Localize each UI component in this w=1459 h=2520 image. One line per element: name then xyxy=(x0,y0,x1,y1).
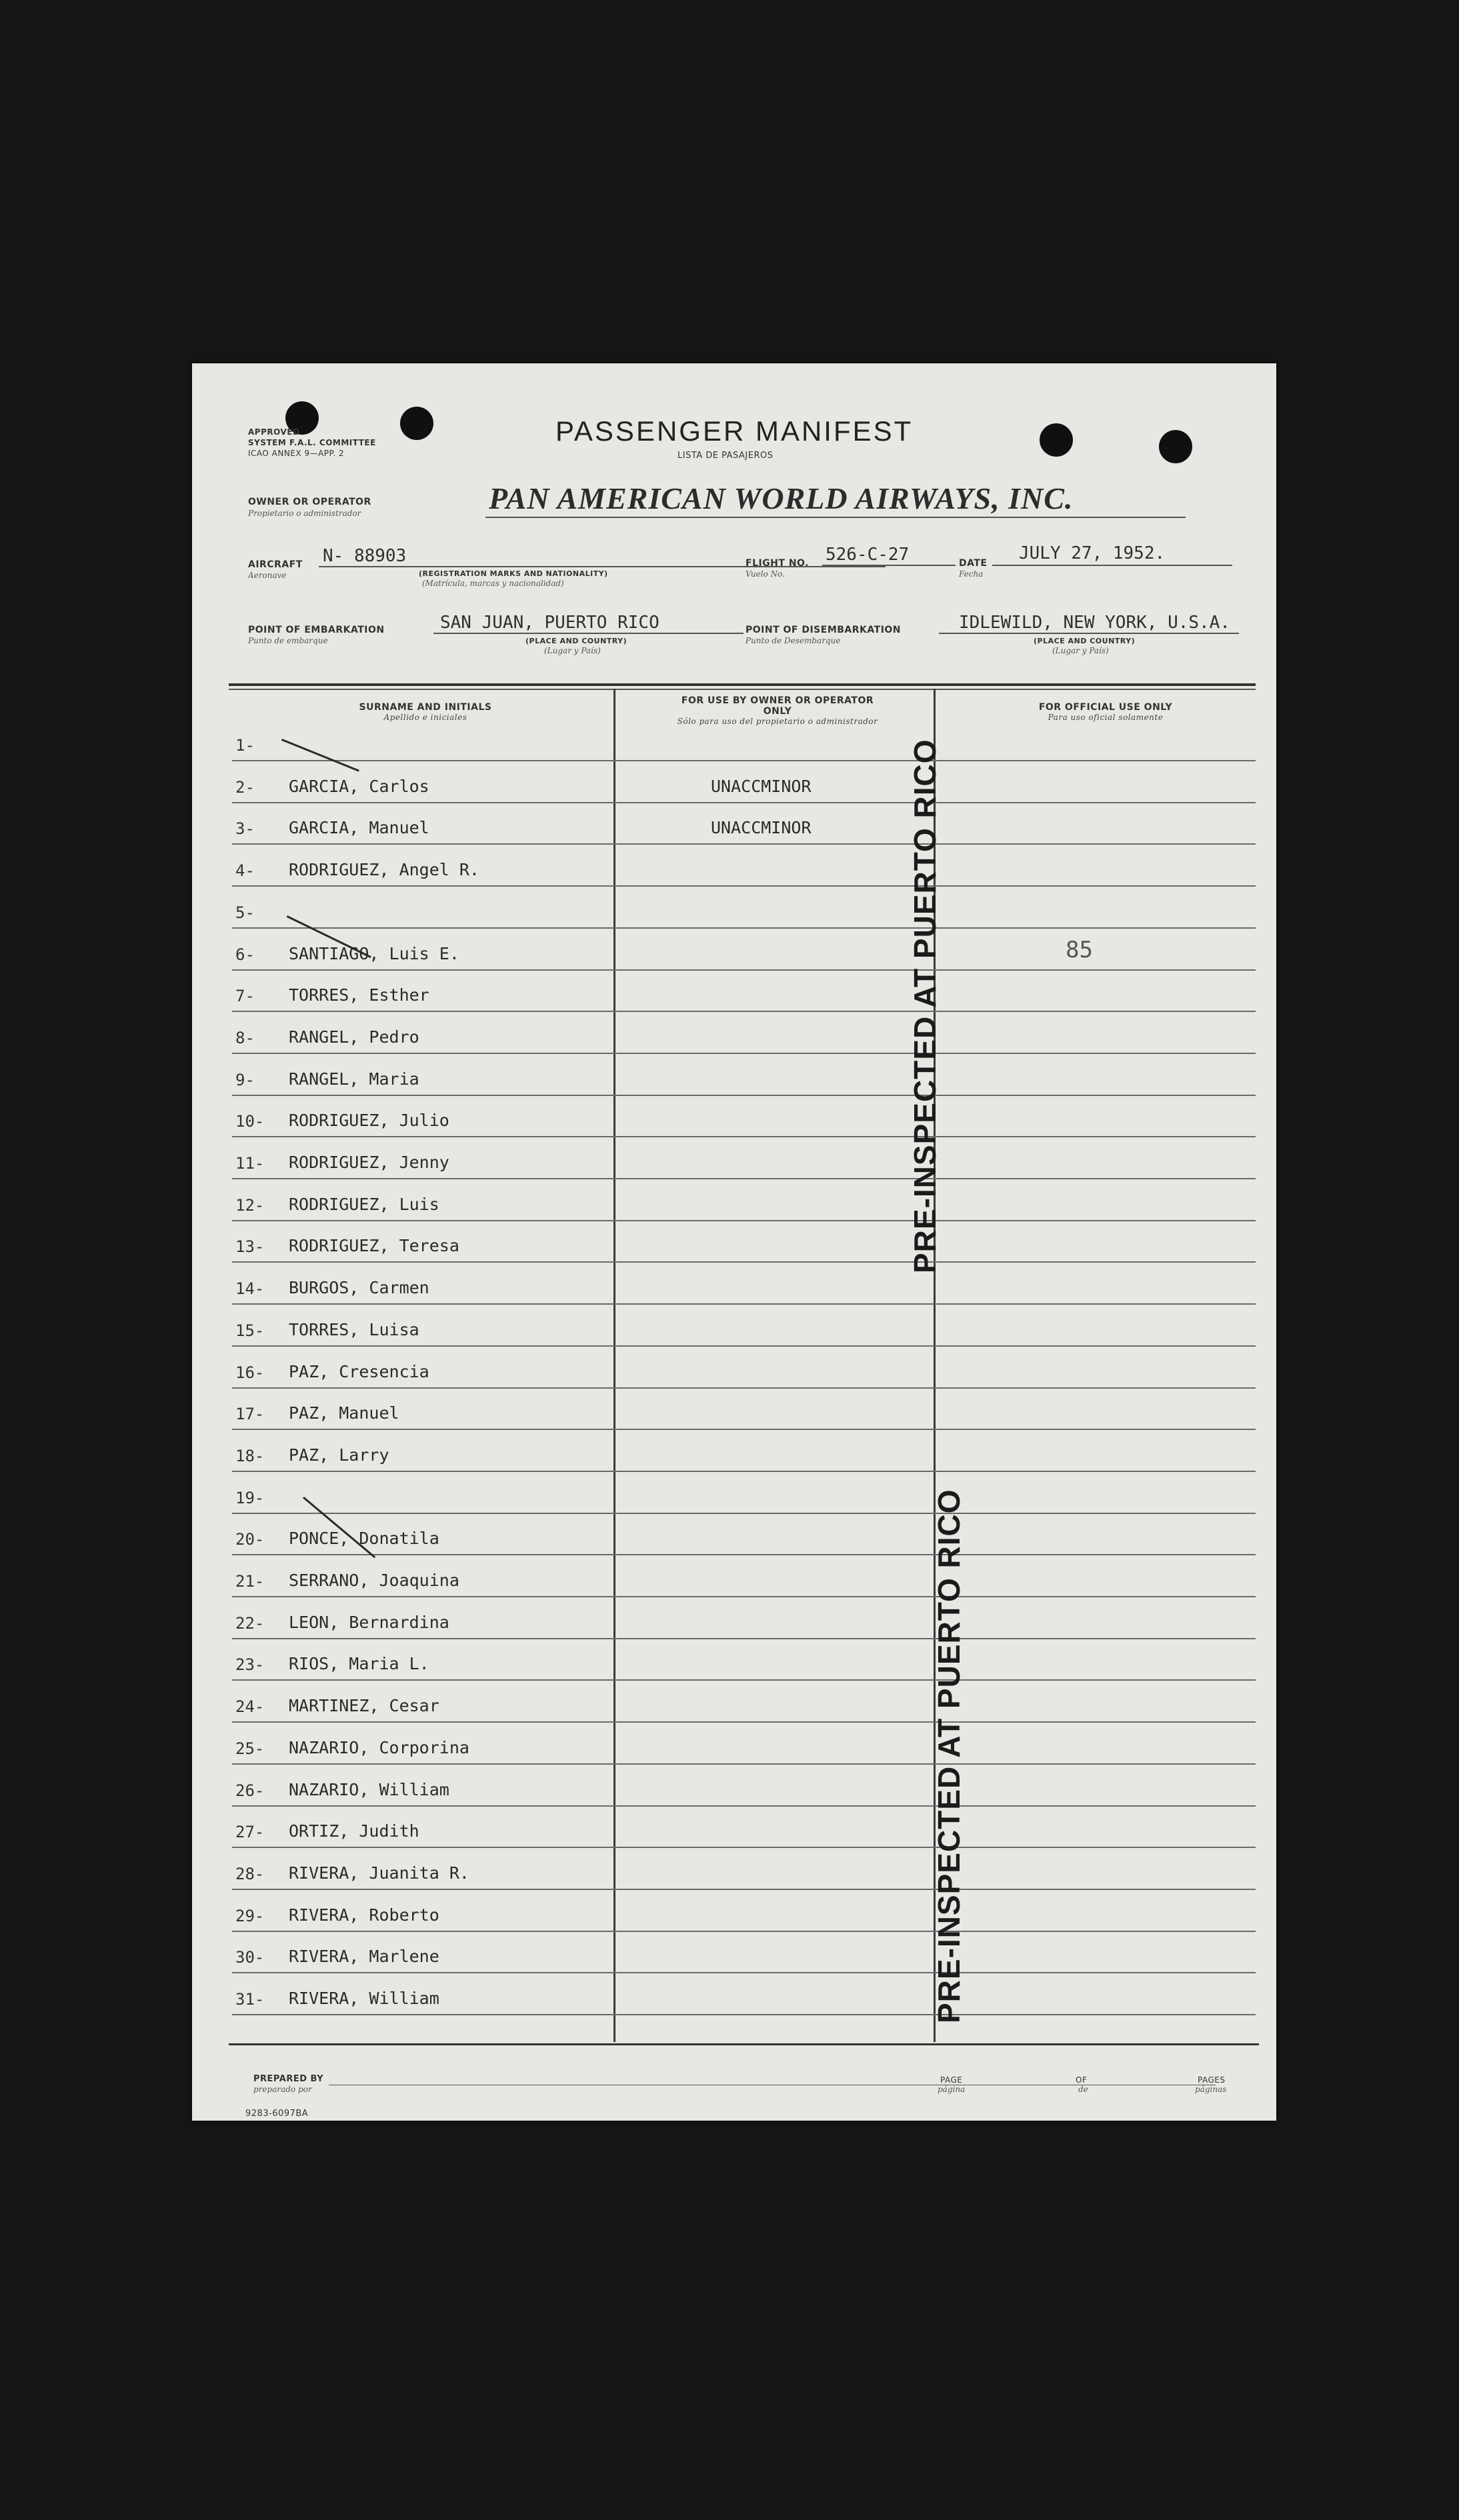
passenger-name: ORTIZ, Judith xyxy=(289,1821,419,1841)
page-label: PAGE xyxy=(940,2075,963,2085)
row-number: 10- xyxy=(235,1112,265,1131)
page-title: PASSENGER MANIFEST xyxy=(555,415,914,447)
owner-underline xyxy=(485,517,1186,518)
row-number: 24- xyxy=(235,1697,265,1717)
row-number: 13- xyxy=(235,1237,265,1257)
owner-note: UNACCMINOR xyxy=(711,818,812,838)
column-header-owner xyxy=(671,695,884,726)
passenger-name: TORRES, Esther xyxy=(289,985,429,1005)
date-value: JULY 27, 1952. xyxy=(1019,543,1166,563)
row-number: 20- xyxy=(235,1530,265,1549)
passenger-name: PONCE, Donatila xyxy=(289,1529,439,1549)
row-rule xyxy=(232,1471,1256,1472)
approval-line-2: SYSTEM F.A.L. COMMITTEE xyxy=(248,438,376,447)
manifest-sheet xyxy=(192,363,1276,2121)
row-number: 21- xyxy=(235,1572,265,1591)
row-rule xyxy=(232,1679,1256,1681)
disembark-place-note-es: (Lugar y País) xyxy=(1052,646,1109,655)
owner-label-es: Propietario o administrador xyxy=(248,509,361,518)
embark-label: POINT OF EMBARKATION xyxy=(248,625,385,635)
pages-label: PAGES xyxy=(1198,2075,1226,2085)
passenger-name: RODRIGUEZ, Julio xyxy=(289,1111,449,1131)
passenger-name: RANGEL, Maria xyxy=(289,1069,419,1089)
row-number: 16- xyxy=(235,1363,265,1382)
row-number: 15- xyxy=(235,1321,265,1340)
row-rule xyxy=(232,1178,1256,1179)
table-top-border-2 xyxy=(229,689,1256,690)
passenger-name: TORRES, Luisa xyxy=(289,1319,419,1339)
embark-label-es: Punto de embarque xyxy=(248,636,328,645)
date-underline xyxy=(992,565,1232,566)
passenger-name: PAZ, Cresencia xyxy=(289,1361,429,1381)
column-header-surname xyxy=(252,702,599,722)
row-rule xyxy=(232,1721,1256,1723)
row-number: 3- xyxy=(235,819,255,839)
column-header-owner-es: Sólo para uso del propietario o administrador xyxy=(677,717,878,726)
embark-place-note-es: (Lugar y País) xyxy=(544,646,601,655)
row-number: 14- xyxy=(235,1279,265,1299)
passenger-name: RANGEL, Pedro xyxy=(289,1027,419,1047)
column-header-surname-label: SURNAME AND INITIALS xyxy=(359,702,492,713)
pages-label-es: páginas xyxy=(1195,2085,1227,2094)
approval-line-1: APPROVED xyxy=(248,427,300,437)
column-header-official-es: Para uso oficial solamente xyxy=(1048,713,1164,722)
row-rule xyxy=(232,1387,1256,1389)
row-rule xyxy=(232,1763,1256,1765)
row-rule xyxy=(232,1220,1256,1221)
table-top-border xyxy=(229,683,1256,686)
preinspected-stamp-upper: PRE-INSPECTED AT PUERTO RICO xyxy=(908,739,942,1273)
column-divider-1 xyxy=(613,689,615,2042)
passenger-name: GARCIA, Carlos xyxy=(289,776,429,796)
row-number: 25- xyxy=(235,1739,265,1758)
table-bottom-border xyxy=(229,2043,1259,2045)
flight-underline xyxy=(822,565,956,566)
row-rule xyxy=(232,1972,1256,1973)
row-rule xyxy=(232,1805,1256,1807)
punch-hole-4 xyxy=(1159,430,1192,463)
disembark-place-note: (PLACE AND COUNTRY) xyxy=(1034,637,1136,645)
prepared-by-label: PREPARED BY xyxy=(253,2074,324,2084)
passenger-name: RIVERA, Marlene xyxy=(289,1947,439,1967)
punch-hole-2 xyxy=(400,407,433,440)
row-rule xyxy=(232,1011,1256,1012)
passenger-name: RIVERA, Juanita R. xyxy=(289,1863,469,1883)
column-header-surname-es: Apellido e iniciales xyxy=(383,713,467,722)
of-label-es: de xyxy=(1078,2085,1088,2094)
preinspected-stamp-lower: PRE-INSPECTED AT PUERTO RICO xyxy=(932,1489,966,2023)
row-rule xyxy=(232,802,1256,803)
void-slash-row-1 xyxy=(281,739,359,772)
passenger-name: RODRIGUEZ, Angel R. xyxy=(289,860,479,880)
embark-value: SAN JUAN, PUERTO RICO xyxy=(440,613,659,633)
column-header-official-label: FOR OFFICIAL USE ONLY xyxy=(1038,702,1173,713)
row-rule xyxy=(232,969,1256,971)
embark-underline xyxy=(433,633,744,634)
official-use-mark: 85 xyxy=(1066,937,1093,963)
row-rule xyxy=(232,1429,1256,1430)
row-number: 23- xyxy=(235,1655,265,1675)
flight-label: FLIGHT NO. xyxy=(746,558,809,569)
row-number: 12- xyxy=(235,1195,265,1215)
form-code: 9283-6097BA xyxy=(245,2109,309,2119)
row-rule xyxy=(232,1638,1256,1639)
embark-place-note: (PLACE AND COUNTRY) xyxy=(525,637,627,645)
passenger-name: SANTIAGO, Luis E. xyxy=(289,943,459,963)
row-rule xyxy=(232,1261,1256,1263)
passenger-name: PAZ, Manuel xyxy=(289,1403,399,1423)
passenger-name: MARTINEZ, Cesar xyxy=(289,1696,439,1716)
row-rule xyxy=(232,843,1256,845)
disembark-underline xyxy=(939,633,1239,634)
row-rule xyxy=(232,2014,1256,2015)
row-number: 27- xyxy=(235,1823,265,1842)
void-slash-row-19 xyxy=(303,1497,375,1558)
disembark-label-es: Punto de Desembarque xyxy=(746,636,841,645)
aircraft-label: AIRCRAFT xyxy=(248,559,303,570)
passenger-name: RODRIGUEZ, Jenny xyxy=(289,1153,449,1172)
flight-label-es: Vuelo No. xyxy=(746,569,785,579)
row-number: 19- xyxy=(235,1488,265,1507)
approval-line-3: ICAO ANNEX 9—APP. 2 xyxy=(248,449,345,458)
page-subtitle: LISTA DE PASAJEROS xyxy=(677,451,774,461)
row-number: 31- xyxy=(235,1990,265,2009)
row-rule xyxy=(232,1136,1256,1137)
row-number: 17- xyxy=(235,1405,265,1424)
passenger-name: RODRIGUEZ, Teresa xyxy=(289,1236,459,1256)
passenger-name: RODRIGUEZ, Luis xyxy=(289,1194,439,1214)
date-label-es: Fecha xyxy=(959,569,984,579)
registration-note-es: (Matrícula, marcas y nacionalidad) xyxy=(422,579,564,588)
page-label-es: página xyxy=(938,2085,966,2094)
passenger-name: SERRANO, Joaquina xyxy=(289,1571,459,1590)
row-rule xyxy=(232,1889,1256,1890)
disembark-label: POINT OF DISEMBARKATION xyxy=(746,625,902,635)
row-number: 5- xyxy=(235,903,255,922)
row-rule xyxy=(232,1513,1256,1514)
owner-value: PAN AMERICAN WORLD AIRWAYS, INC. xyxy=(489,481,1074,515)
row-rule xyxy=(232,1596,1256,1597)
column-header-owner-label: FOR USE BY OWNER OR OPERATOR ONLY xyxy=(681,695,874,717)
row-number: 1- xyxy=(235,736,255,755)
passenger-name: NAZARIO, Corporina xyxy=(289,1737,469,1757)
row-number: 29- xyxy=(235,1906,265,1925)
row-number: 9- xyxy=(235,1070,255,1089)
row-rule xyxy=(232,1847,1256,1848)
column-header-official xyxy=(959,702,1252,722)
row-rule xyxy=(232,1554,1256,1555)
owner-note: UNACCMINOR xyxy=(711,776,812,796)
passenger-name: LEON, Bernardina xyxy=(289,1612,449,1632)
date-label: DATE xyxy=(959,558,988,569)
row-number: 18- xyxy=(235,1446,265,1465)
passenger-name: GARCIA, Manuel xyxy=(289,818,429,838)
row-rule xyxy=(232,885,1256,887)
punch-hole-3 xyxy=(1040,423,1073,457)
row-number: 7- xyxy=(235,987,255,1006)
row-number: 6- xyxy=(235,945,255,964)
prepared-by-label-es: preparado por xyxy=(253,2085,312,2094)
passenger-name: RIVERA, William xyxy=(289,1989,439,2008)
disembark-value: IDLEWILD, NEW YORK, U.S.A. xyxy=(959,613,1230,633)
row-rule xyxy=(232,927,1256,929)
row-rule xyxy=(232,1303,1256,1305)
passenger-name: RIVERA, Roberto xyxy=(289,1905,439,1925)
row-rule xyxy=(232,1345,1256,1347)
row-number: 26- xyxy=(235,1781,265,1800)
row-number: 30- xyxy=(235,1948,265,1967)
of-label: OF xyxy=(1076,2075,1088,2085)
registration-note: (REGISTRATION MARKS AND NATIONALITY) xyxy=(419,569,608,578)
row-rule xyxy=(232,1053,1256,1054)
row-rule xyxy=(232,760,1256,761)
row-number: 22- xyxy=(235,1613,265,1633)
row-rule xyxy=(232,1095,1256,1096)
passenger-name: PAZ, Larry xyxy=(289,1445,389,1465)
passenger-name: NAZARIO, William xyxy=(289,1779,449,1799)
aircraft-value: N- 88903 xyxy=(323,546,407,566)
row-number: 28- xyxy=(235,1864,265,1883)
row-number: 8- xyxy=(235,1028,255,1047)
row-number: 2- xyxy=(235,777,255,797)
aircraft-label-es: Aeronave xyxy=(248,571,287,580)
passenger-name: RIOS, Maria L. xyxy=(289,1654,429,1674)
passenger-name: BURGOS, Carmen xyxy=(289,1278,429,1298)
row-rule xyxy=(232,1931,1256,1932)
row-number: 4- xyxy=(235,861,255,881)
flight-value: 526-C-27 xyxy=(826,545,910,565)
row-number: 11- xyxy=(235,1154,265,1173)
owner-label: OWNER OR OPERATOR xyxy=(248,497,371,507)
